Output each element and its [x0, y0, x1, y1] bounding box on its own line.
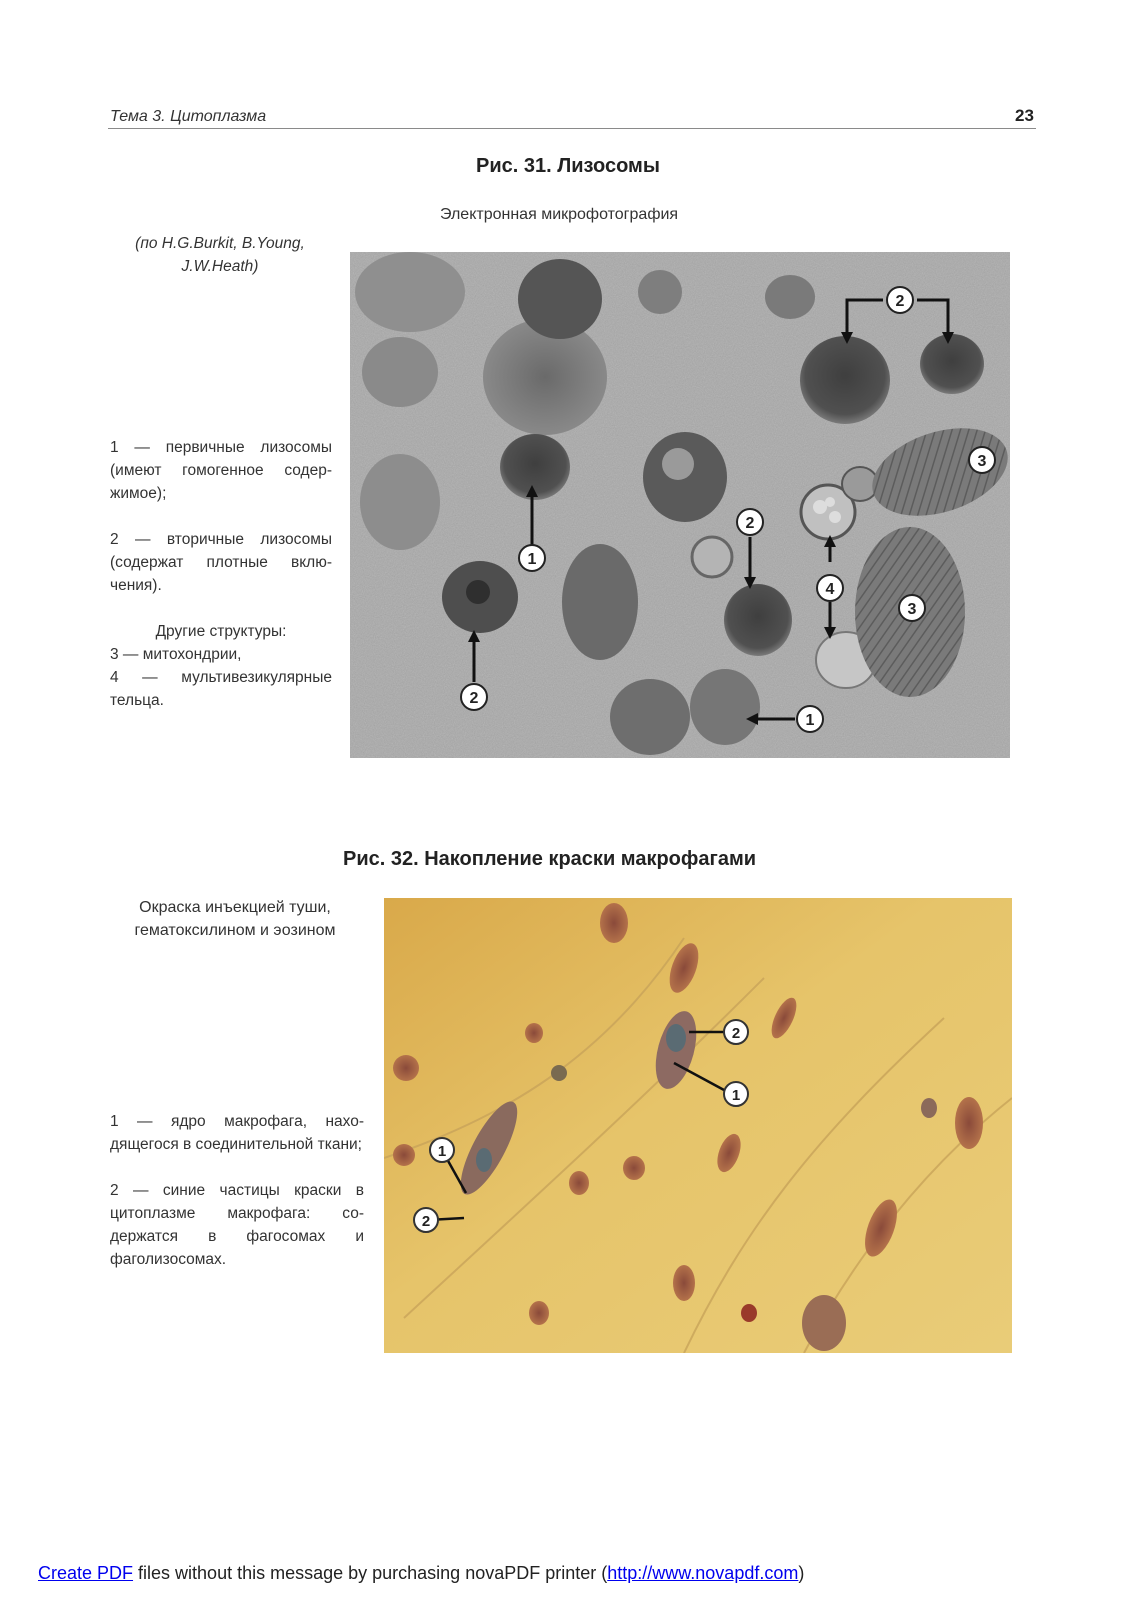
marker-label: 2: [469, 690, 479, 707]
running-title: Тема 3. Цитоплазма: [110, 108, 267, 125]
marker-label: 3: [977, 453, 987, 470]
header-rule: [108, 128, 1036, 129]
legend-31-item-4: 4 — мультивезикулярные тельца.: [110, 669, 332, 709]
marker-2-top-right: [724, 1020, 748, 1044]
figure-32-legend: [110, 1110, 364, 1294]
marker-1-bottom: [797, 706, 823, 732]
marker-label: 1: [437, 1143, 447, 1160]
legend-32-item-1: 1 — ядро макрофага, нахо-дящегося в соединительной ткани;: [110, 1113, 364, 1153]
figure-31-credit: (по H.G.Burkit, B.Young, J.W.Heath): [135, 235, 305, 275]
novapdf-footer: [38, 1563, 804, 1584]
electron-micrograph-lysosomes: [350, 252, 1010, 758]
novapdf-url-link[interactable]: http://www.novapdf.com: [607, 1563, 799, 1583]
marker-4: [817, 575, 843, 601]
marker-label: 4: [825, 581, 835, 598]
marker-2-center: [737, 509, 763, 535]
marker-label: 1: [527, 551, 537, 568]
marker-label: 2: [895, 293, 905, 310]
figure-32-title: Рис. 32. Накопление краски макрофагами: [343, 848, 757, 870]
legend-31-item-1: 1 — первичные лизосомы (имеют гомогенное содер-жимое);: [110, 439, 332, 502]
marker-2-lower-left: [461, 684, 487, 710]
light-micrograph-macrophages: [384, 898, 1012, 1353]
legend-31-item-3: 3 — митохондрии,: [110, 646, 242, 663]
marker-1-top-right: [724, 1082, 748, 1106]
marker-3-lower: [899, 595, 925, 621]
marker-3-right: [969, 447, 995, 473]
marker-2-top: [887, 287, 913, 313]
figure-32-stain-note: Окраска инъекцией туши, гематоксилином и эозином: [134, 899, 336, 939]
figure-31-legend: [110, 436, 332, 712]
marker-label: 2: [745, 515, 755, 532]
figure-31-subtitle: Электронная микрофотография: [440, 206, 679, 223]
marker-label: 2: [421, 1213, 431, 1230]
page-number: 23: [1015, 106, 1034, 125]
marker-1-left: [430, 1138, 454, 1162]
marker-label: 1: [731, 1087, 741, 1104]
legend-31-other-heading: Другие структуры:: [155, 623, 287, 640]
figure-31-title: Рис. 31. Лизосомы: [476, 155, 660, 177]
footer-text: files without this message by purchasing novaPDF printer (: [133, 1563, 608, 1583]
marker-2-left: [414, 1208, 438, 1232]
marker-1-left: [519, 545, 545, 571]
footer-end: ): [798, 1563, 805, 1583]
legend-31-item-2: 2 — вторичные лизосомы (содержат плотные вклю-чения).: [110, 531, 332, 594]
legend-32-item-2: 2 — синие частицы краски в цитоплазме макрофага: со-держатся в фагосомах и фаголизосомах.: [110, 1182, 364, 1268]
marker-label: 1: [805, 712, 815, 729]
marker-label: 2: [731, 1025, 741, 1042]
marker-label: 3: [907, 601, 917, 618]
create-pdf-link[interactable]: Create PDF: [38, 1563, 134, 1583]
